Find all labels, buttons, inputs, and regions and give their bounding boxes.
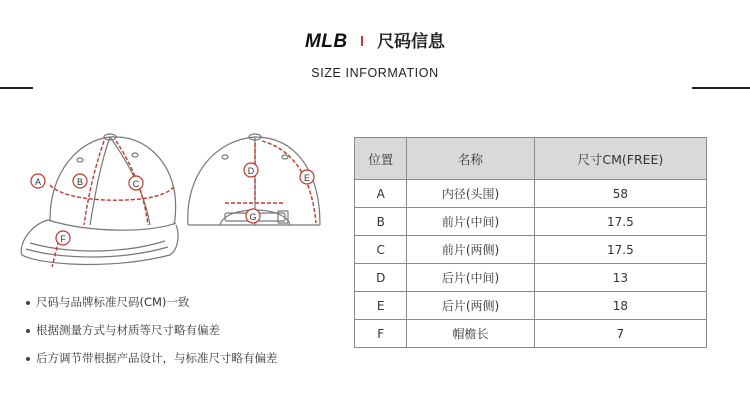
table-row xyxy=(355,180,707,208)
size-notes xyxy=(26,292,356,376)
cell-size: 7 xyxy=(534,320,706,348)
cell-position: E xyxy=(355,292,407,320)
cell-position: C xyxy=(355,236,407,264)
marker-b xyxy=(73,174,87,188)
cell-size: 17.5 xyxy=(534,208,706,236)
marker-d xyxy=(244,163,258,177)
cell-name: 内径(头围) xyxy=(407,180,534,208)
marker-c xyxy=(129,176,143,190)
measurement-markers xyxy=(31,163,314,245)
marker-f xyxy=(56,231,70,245)
marker-a xyxy=(31,174,45,188)
note-text: 尺码与品牌标准尺码(CM)一致 xyxy=(36,295,190,309)
bullet-icon xyxy=(26,357,30,361)
cell-position: B xyxy=(355,208,407,236)
note-item xyxy=(26,348,356,376)
table-header-row xyxy=(355,138,707,180)
note-text: 根据测量方式与材质等尺寸略有偏差 xyxy=(36,323,220,337)
table-row xyxy=(355,292,707,320)
cell-name: 后片(中间) xyxy=(407,264,534,292)
measurement-lines xyxy=(50,141,316,267)
title-line xyxy=(0,30,750,54)
svg-text:G: G xyxy=(249,212,257,222)
table-row xyxy=(355,208,707,236)
table-row xyxy=(355,264,707,292)
cell-size: 18 xyxy=(534,292,706,320)
note-item xyxy=(26,320,356,348)
bullet-icon xyxy=(26,301,30,305)
page-subtitle: SIZE INFORMATION xyxy=(311,66,439,80)
cell-position: D xyxy=(355,264,407,292)
brand-logo: MLB xyxy=(304,31,348,52)
svg-text:A: A xyxy=(34,177,42,187)
header-name: 名称 xyxy=(407,138,534,180)
cell-size: 13 xyxy=(534,264,706,292)
brand-separator xyxy=(361,36,363,46)
cell-name: 后片(两侧) xyxy=(407,292,534,320)
cell-position: F xyxy=(355,320,407,348)
marker-g xyxy=(246,209,260,223)
svg-text:D: D xyxy=(247,166,255,176)
note-text: 后方调节带根据产品设计，与标准尺寸略有偏差 xyxy=(36,351,278,365)
cell-name: 前片(中间) xyxy=(407,208,534,236)
svg-text:C: C xyxy=(132,179,140,189)
svg-text:F: F xyxy=(60,234,66,244)
header-size: 尺寸CM(FREE) xyxy=(534,138,706,180)
marker-e xyxy=(300,170,314,184)
table-row xyxy=(355,320,707,348)
table-row xyxy=(355,236,707,264)
cell-size: 58 xyxy=(534,180,706,208)
svg-text:E: E xyxy=(303,173,311,183)
divider-right xyxy=(692,87,750,89)
cap-measurement-diagram xyxy=(20,125,350,275)
note-item xyxy=(26,292,356,320)
bullet-icon xyxy=(26,329,30,333)
divider-left xyxy=(0,87,33,89)
page-header xyxy=(0,30,750,90)
cell-name: 帽檐长 xyxy=(407,320,534,348)
header-position: 位置 xyxy=(355,138,407,180)
page-title: 尺码信息 xyxy=(377,32,446,52)
size-table xyxy=(354,137,707,348)
cell-size: 17.5 xyxy=(534,236,706,264)
cell-name: 前片(两侧) xyxy=(407,236,534,264)
svg-text:B: B xyxy=(76,177,84,187)
cell-position: A xyxy=(355,180,407,208)
